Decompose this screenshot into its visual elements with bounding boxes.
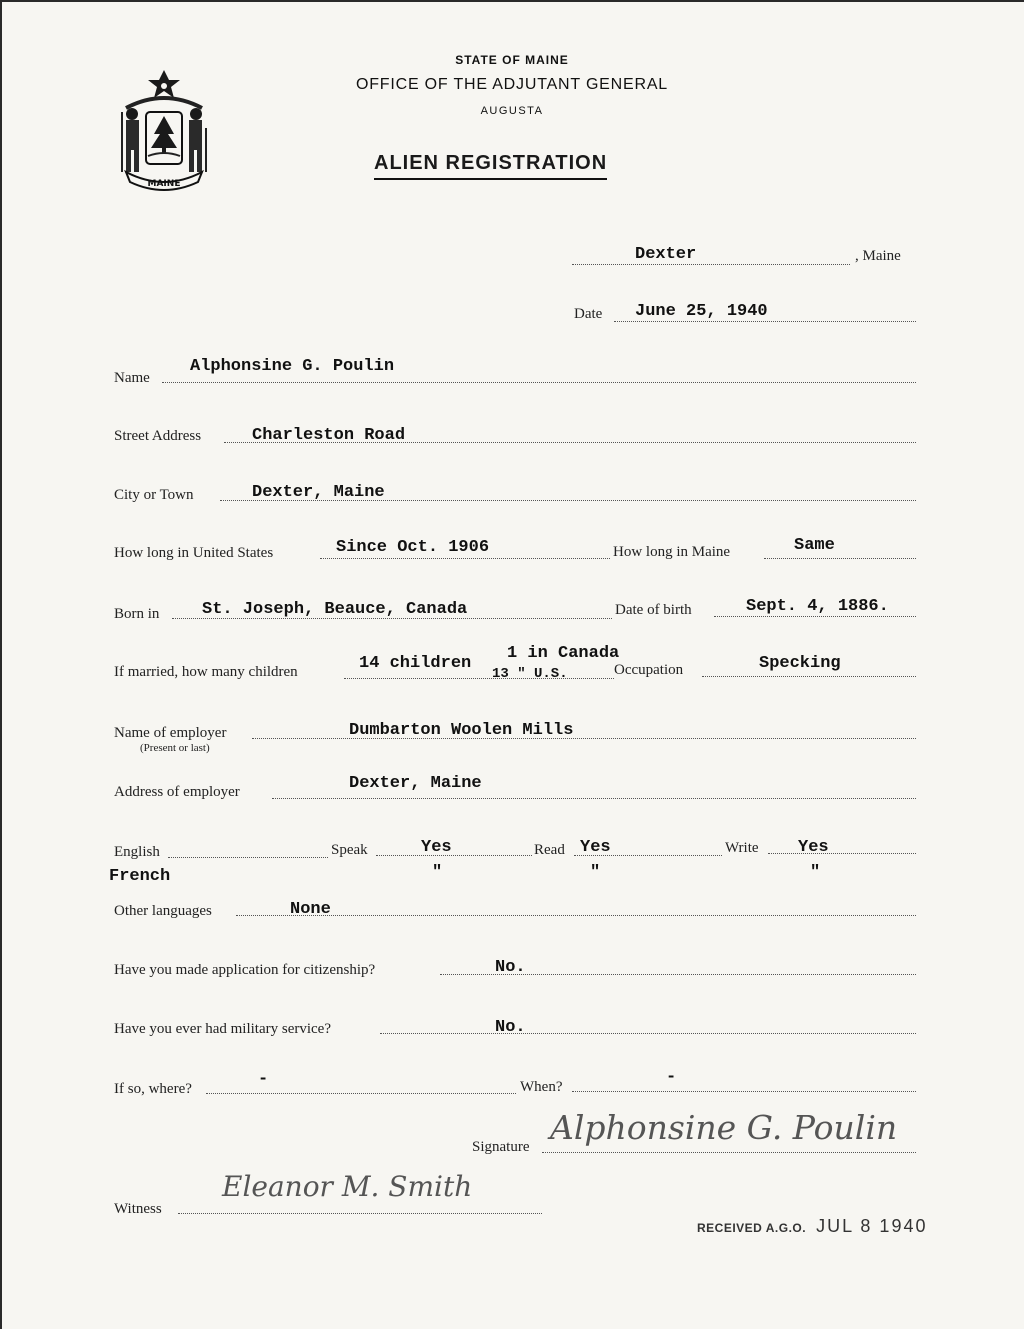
employer-address-line bbox=[272, 798, 916, 799]
maine-duration-label: How long in Maine bbox=[613, 544, 731, 560]
date-line bbox=[614, 321, 916, 322]
city-label: City or Town bbox=[114, 487, 194, 503]
date-label: Date bbox=[574, 306, 603, 322]
when-line bbox=[572, 1091, 916, 1092]
occupation-label: Occupation bbox=[614, 662, 684, 678]
town-suffix: , Maine bbox=[855, 248, 901, 264]
name-line bbox=[162, 382, 916, 383]
french-write-value[interactable]: " bbox=[810, 863, 821, 882]
us-duration-value[interactable]: Since Oct. 1906 bbox=[336, 538, 490, 557]
english-speak-value[interactable]: Yes bbox=[421, 838, 452, 857]
occupation-value[interactable]: Specking bbox=[759, 654, 841, 673]
other-languages-line bbox=[236, 915, 916, 916]
maine-duration-value[interactable]: Same bbox=[794, 536, 835, 555]
witness-label: Witness bbox=[114, 1201, 162, 1217]
children-note-bottom: 13 " U.S. bbox=[492, 666, 568, 682]
employer-address-label: Address of employer bbox=[114, 784, 240, 800]
write-line bbox=[768, 853, 916, 854]
children-value[interactable]: 14 children bbox=[359, 654, 472, 673]
dob-label: Date of birth bbox=[615, 602, 692, 618]
born-in-value[interactable]: St. Joseph, Beauce, Canada bbox=[202, 600, 468, 619]
signature-value[interactable]: Alphonsine G. Poulin bbox=[550, 1108, 898, 1147]
citizenship-label: Have you made application for citizenship? bbox=[114, 962, 376, 978]
military-label: Have you ever had military service? bbox=[114, 1021, 331, 1037]
occupation-line bbox=[702, 676, 916, 677]
us-duration-label: How long in United States bbox=[114, 545, 274, 561]
where-line bbox=[206, 1093, 516, 1094]
name-label: Name bbox=[114, 370, 150, 386]
town-value[interactable]: Dexter bbox=[635, 245, 697, 264]
maine-duration-line bbox=[764, 558, 916, 559]
military-line bbox=[380, 1033, 916, 1034]
employer-address-value[interactable]: Dexter, Maine bbox=[349, 774, 482, 793]
form-title: ALIEN REGISTRATION bbox=[374, 152, 607, 180]
city-value[interactable]: Dexter, Maine bbox=[252, 483, 385, 502]
city-heading: AUGUSTA bbox=[480, 105, 544, 117]
svg-text:MAINE: MAINE bbox=[147, 179, 181, 189]
english-read-value[interactable]: Yes bbox=[580, 838, 611, 857]
office-heading: OFFICE OF THE ADJUTANT GENERAL bbox=[355, 76, 669, 93]
street-label: Street Address bbox=[114, 428, 202, 444]
state-heading: STATE OF MAINE bbox=[455, 53, 569, 67]
signature-line bbox=[542, 1152, 916, 1153]
dob-line bbox=[714, 616, 916, 617]
dob-value[interactable]: Sept. 4, 1886. bbox=[746, 597, 889, 616]
stamp-date: JUL 8 1940 bbox=[816, 1216, 928, 1236]
received-stamp bbox=[697, 1216, 927, 1237]
us-duration-line bbox=[320, 558, 610, 559]
date-value[interactable]: June 25, 1940 bbox=[635, 302, 768, 321]
other-languages-value[interactable]: None bbox=[290, 900, 331, 919]
children-note-top: 1 in Canada bbox=[507, 644, 620, 663]
born-in-label: Born in bbox=[114, 606, 160, 622]
read-label: Read bbox=[534, 842, 565, 858]
signature-label: Signature bbox=[472, 1139, 530, 1155]
stamp-text: RECEIVED A.G.O. bbox=[697, 1221, 807, 1235]
french-read-value[interactable]: " bbox=[590, 863, 601, 882]
citizenship-value[interactable]: No. bbox=[495, 958, 526, 977]
witness-value[interactable]: Eleanor M. Smith bbox=[222, 1170, 473, 1203]
english-line bbox=[168, 857, 328, 858]
where-value[interactable]: - bbox=[258, 1070, 269, 1089]
witness-line bbox=[178, 1213, 542, 1214]
speak-label: Speak bbox=[331, 842, 368, 858]
maine-seal-icon bbox=[112, 68, 216, 192]
street-value[interactable]: Charleston Road bbox=[252, 426, 406, 445]
employer-value[interactable]: Dumbarton Woolen Mills bbox=[349, 721, 574, 740]
write-label: Write bbox=[725, 840, 759, 856]
employer-sublabel: (Present or last) bbox=[140, 742, 210, 754]
other-languages-label: Other languages bbox=[114, 903, 212, 919]
english-write-value[interactable]: Yes bbox=[798, 838, 829, 857]
where-label: If so, where? bbox=[114, 1081, 192, 1097]
french-speak-value[interactable]: " bbox=[432, 863, 443, 882]
when-label: When? bbox=[520, 1079, 563, 1095]
children-line bbox=[344, 678, 614, 679]
speak-line bbox=[376, 855, 532, 856]
name-value[interactable]: Alphonsine G. Poulin bbox=[190, 357, 395, 376]
english-label: English bbox=[114, 844, 160, 860]
french-label: French bbox=[109, 867, 171, 886]
employer-label: Name of employer bbox=[114, 725, 227, 741]
military-value[interactable]: No. bbox=[495, 1018, 526, 1037]
when-value[interactable]: - bbox=[666, 1068, 677, 1087]
children-label: If married, how many children bbox=[114, 664, 298, 680]
town-line bbox=[572, 264, 850, 265]
